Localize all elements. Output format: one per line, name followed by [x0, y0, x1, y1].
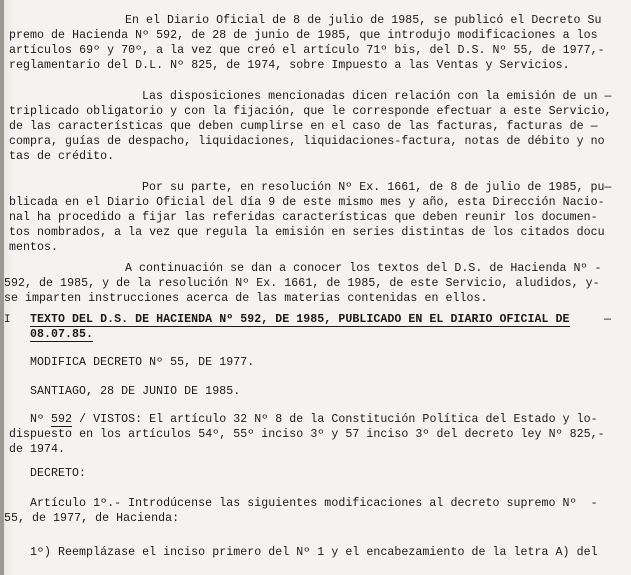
decree-subject: MODIFICA DECRETO Nº 55, DE 1977.	[30, 356, 255, 369]
vistos-prefix: Nº	[30, 413, 52, 426]
vistos-line-1	[30, 413, 598, 427]
paragraph-2-line-2: triplicado obligatorio y con la fijación, que le corresponde efectuar a este Servicio,	[9, 105, 612, 118]
paragraph-1-line-2: premo de Hacienda Nº 592, de 28 de junio de 1985, que introdujo modificaciones a los	[9, 29, 598, 42]
vistos-line-2: dispuesto en los artículos 54º, 55º inciso 3º y 57 inciso 3º del decreto ley Nº 825,-	[9, 428, 605, 441]
decreto-label: DECRETO:	[30, 467, 87, 480]
place-date: SANTIAGO, 28 DE JUNIO DE 1985.	[30, 385, 241, 398]
paragraph-3-line-1: Por su parte, en resolución Nº Ex. 1661, de 8 de julio de 1985, pu—	[142, 181, 612, 194]
paragraph-3-line-4: tos nombrados, a la vez que regula la emisión en series distintas de los citados docu	[9, 226, 605, 239]
paragraph-2-line-4: compra, guías de despacho, liquidaciones, liquidaciones-factura, notas de débito y no	[9, 135, 605, 148]
paragraph-4-line-2: 592, de 1985, y de la resolución Nº Ex. 1661, de 1985, de este Servicio, aludidos, y-	[4, 277, 600, 290]
paragraph-1-line-3: artículos 69º y 70º, a la vez que creó el artículo 71º bis, del D.S. Nº 55, de 1977,-	[9, 44, 605, 57]
paragraph-4-line-1: A continuación se dan a conocer los textos del D.S. de Hacienda Nº -	[125, 262, 602, 275]
section-heading-line-2: 08.07.85.	[30, 328, 94, 341]
section-heading-line-1: TEXTO DEL D.S. DE HACIENDA Nº 592, DE 1985, PUBLICADO EN EL DIARIO OFICIAL DE	[30, 313, 570, 326]
paragraph-1-line-4: reglamentario del D.L. Nº 825, de 1974, sobre Impuesto a las Ventas y Servicios.	[9, 59, 570, 72]
paragraph-2-line-5: tas de crédito.	[9, 150, 115, 163]
section-heading-dash: —	[604, 313, 612, 326]
paragraph-4-line-3: se imparten instrucciones acerca de las materias contenidas en ellos.	[4, 292, 488, 305]
articulo-line-2: 55, de 1977, de Hacienda:	[4, 512, 180, 525]
paragraph-2-line-3: de las características que deben cumplirse en el caso de las facturas, facturas de —	[9, 120, 598, 133]
vistos-text: / VISTOS: El artículo 32 Nº 8 de la Constitución Política del Estado y lo-	[72, 413, 598, 426]
paragraph-3-line-3: nal ha procedido a fijar las referidas características que deben reunir los documen-	[9, 211, 598, 224]
item-1-line: 1º) Reemplázase el inciso primero del Nº 1 y el encabezamiento de la letra A) del	[30, 546, 598, 559]
section-marker: I	[4, 314, 11, 326]
paragraph-3-line-5: mentos.	[9, 241, 59, 254]
paragraph-1-line-1: En el Diario Oficial de 8 de julio de 1985, se publicó el Decreto Su	[125, 14, 602, 27]
paragraph-2-line-1: Las disposiciones mencionadas dicen relación con la emisión de un —	[142, 90, 612, 103]
paragraph-3-line-2: blicada en el Diario Oficial del día 9 de este mismo mes y año, esta Dirección Nacio-	[9, 196, 605, 209]
articulo-line-1: Artículo 1º.- Introdúcense las siguientes modificaciones al decreto supremo Nº -	[30, 497, 598, 510]
vistos-line-3: de 1974.	[9, 443, 66, 456]
decree-number: 592	[51, 413, 73, 426]
